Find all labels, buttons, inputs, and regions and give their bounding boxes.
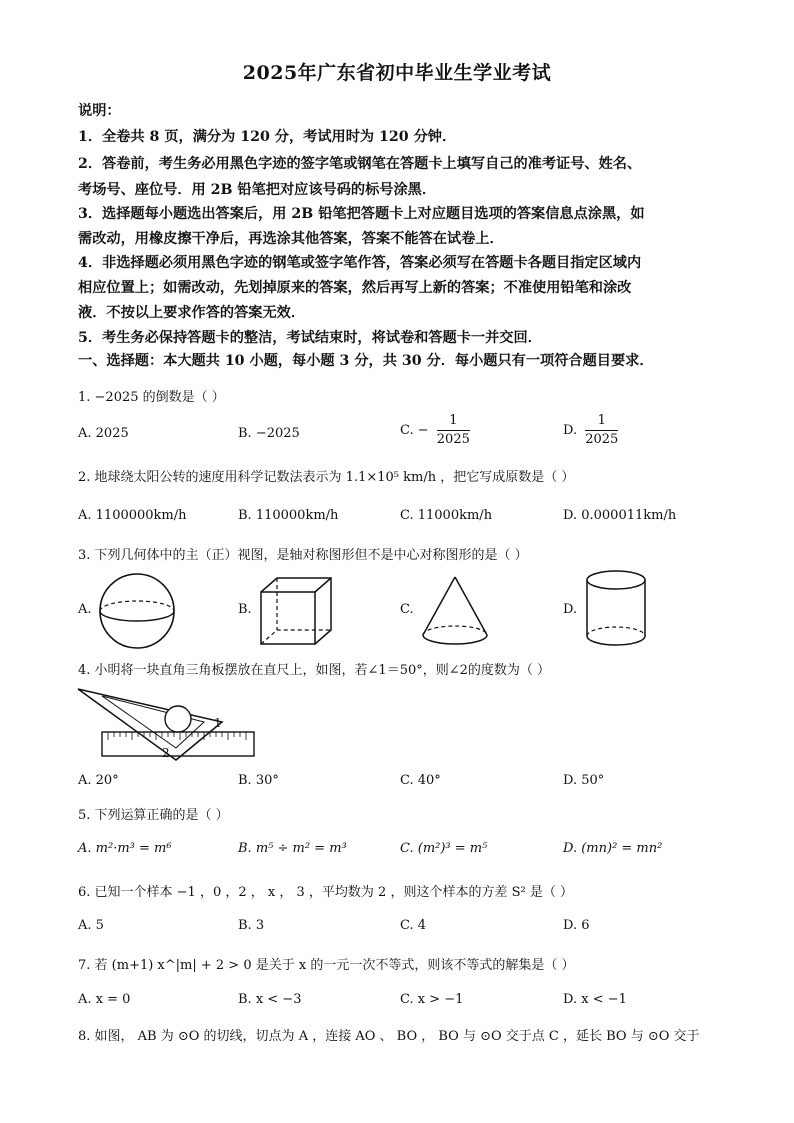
q1-option-d[interactable] [563,412,618,449]
q1-option-a[interactable]: A. 2025 [78,426,129,441]
q2-option-b[interactable]: B. 110000km/h [238,508,339,523]
q4-option-d[interactable]: D. 50° [563,773,605,788]
q5-option-b[interactable]: B. m⁵ ÷ m² = m³ [238,841,347,856]
instructions-heading: 说明： [78,103,121,119]
q5-option-c[interactable]: C. (m²)³ = m⁵ [400,841,488,856]
q1-option-d-fraction [585,412,618,449]
question-1-stem: 1. −2025 的倒数是（ ） [78,390,225,405]
fraction-denominator: 2025 [436,432,470,447]
q2-option-c[interactable]: C. 11000km/h [400,508,493,523]
q3-option-d[interactable]: D. [563,602,578,617]
instruction-line: 4．非选择题必须用黑色字迹的钢笔或签字笔作答，答案必须写在答题卡各题目指定区域内 [78,255,642,271]
instruction-line: 需改动，用橡皮擦干净后，再选涂其他答案，答案不能答在试卷上． [78,231,504,247]
q7-option-c[interactable]: C. x > −1 [400,992,464,1007]
q1-option-b[interactable]: B. −2025 [238,426,300,441]
fraction-numerator: 1 [585,412,618,431]
question-2-stem: 2. 地球绕太阳公转的速度用科学记数法表示为 1.1×10⁵ km/h ，把它写成原数是（ ） [78,470,575,485]
q6-option-a[interactable]: A. 5 [78,918,104,933]
q7-option-a[interactable]: A. x = 0 [78,992,131,1007]
q1-option-c[interactable] [400,412,470,449]
q1-option-c-fraction [437,412,470,449]
q4-option-a[interactable]: A. 20° [78,773,119,788]
instruction-line: 2．答卷前，考生务必用黑色字迹的签字笔或钢笔在答题卡上填写自己的准考证号、姓名、 [78,156,642,172]
q6-option-c[interactable]: C. 4 [400,918,427,933]
cone-figure [420,575,490,647]
q2-option-d[interactable]: D. 0.000011km/h [563,508,677,523]
cube-figure [259,576,335,646]
angle-1-label: 1 [214,716,222,730]
q7-option-d[interactable]: D. x < −1 [563,992,627,1007]
angle-2-label: 2 [162,746,170,760]
q3-option-b[interactable]: B. [238,602,252,617]
q6-option-d[interactable]: D. 6 [563,918,590,933]
instruction-line: 考场号、座位号．用 2B 铅笔把对应该号码的标号涂黑． [78,182,437,198]
instruction-line: 3．选择题每小题选出答案后，用 2B 铅笔把答题卡上对应题目选项的答案信息点涂黑，如 [78,206,645,222]
question-6-stem: 6. 已知一个样本 −1 ，0 ，2 ， x ， 3 ，平均数为 2 ，则这个样本的方差 S² 是（ ） [78,885,573,900]
q5-option-a[interactable]: A. m²·m³ = m⁶ [78,841,172,856]
instruction-line: 相应位置上；如需改动，先划掉原来的答案，然后再写上新的答案；不准使用铅笔和涂改 [78,280,632,296]
q7-option-b[interactable]: B. x < −3 [238,992,302,1007]
question-4-stem: 4. 小明将一块直角三角板摆放在直尺上，如图，若∠1＝50°，则∠2的度数为（ ） [78,663,551,678]
section-heading: 一、选择题：本大题共 10 小题，每小题 3 分，共 30 分．每小题只有一项符合题目要求． [78,353,654,369]
q4-option-c[interactable]: C. 40° [400,773,441,788]
q6-option-b[interactable]: B. 3 [238,918,265,933]
q2-option-a[interactable]: A. 1100000km/h [78,508,187,523]
instruction-line: 5．考生务必保持答题卡的整洁，考试结束时，将试卷和答题卡一并交回． [78,330,542,346]
q5-option-d[interactable]: D. (mn)² = mn² [563,841,663,856]
question-8-stem: 8. 如图， AB 为 ⊙O 的切线，切点为 A ，连接 AO 、 BO ， BO 与 ⊙O 交于点 C ，延长 BO 与 ⊙O 交于 [78,1029,700,1044]
q4-option-b[interactable]: B. 30° [238,773,279,788]
question-5-stem: 5. 下列运算正确的是（ ） [78,808,229,823]
q3-option-a[interactable]: A. [78,602,92,617]
question-3-stem: 3. 下列几何体中的主（正）视图，是轴对称图形但不是中心对称图形的是（ ） [78,548,528,563]
fraction-denominator: 2025 [585,432,619,447]
exam-title: 2025年广东省初中毕业生学业考试 [242,62,552,84]
q3-option-c[interactable]: C. [400,602,414,617]
sphere-figure [97,571,177,651]
question-7-stem: 7. 若 (m+1) x^|m| + 2 > 0 是关于 x 的一元一次不等式，则该不等式的解集是（ ） [78,958,575,973]
instruction-line: 1．全卷共 8 页，满分为 120 分，考试用时为 120 分钟． [78,129,457,145]
fraction-numerator: 1 [437,412,470,431]
instruction-line: 液．不按以上要求作答的答案无效． [78,305,306,321]
q1-option-c-prefix: C. − [400,423,429,438]
cylinder-figure [584,568,648,648]
q1-option-d-prefix: D. [563,423,578,438]
